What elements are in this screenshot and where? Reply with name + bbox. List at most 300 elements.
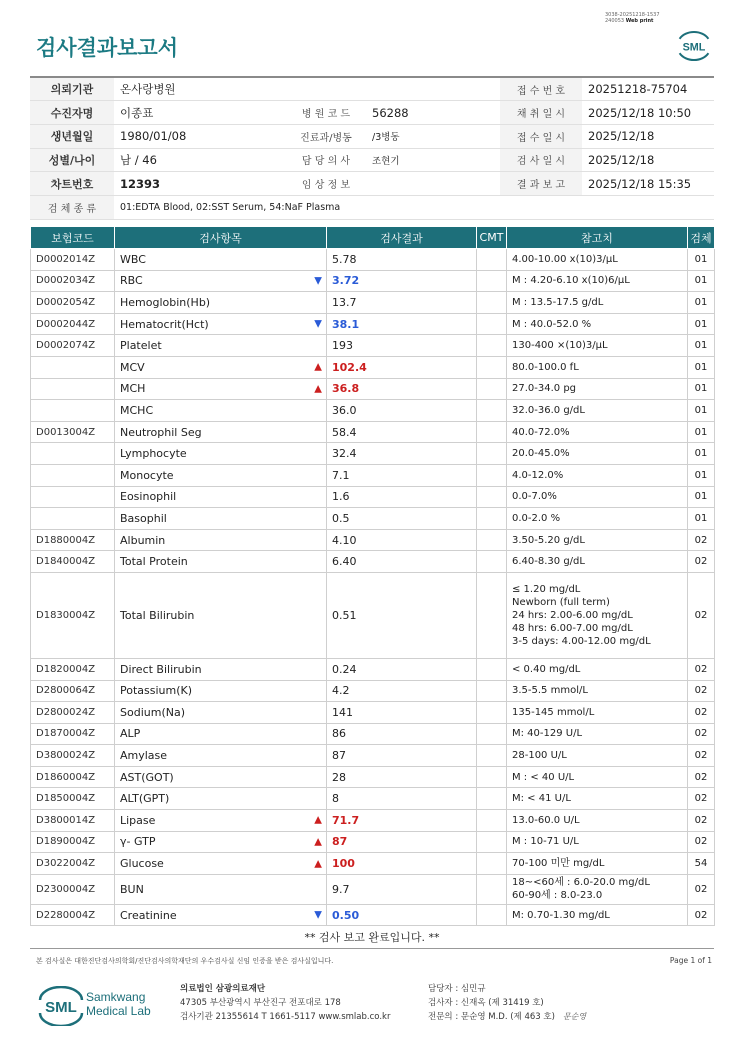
result-value: 71.7 [327, 810, 477, 832]
result-reference [507, 249, 688, 271]
reference-line: Newborn (full term) [512, 596, 610, 608]
certification-text: 본 검사실은 대한진단검사의학회/진단검사의학재단의 우수검사실 신임 인증을 받은 검사실입니다. [36, 957, 334, 965]
staff-manager: 담당자 : 심민규 [428, 984, 486, 994]
result-value: 36.0 [327, 400, 477, 422]
info-row [30, 172, 714, 196]
result-reference [507, 853, 688, 875]
info-row [30, 195, 714, 219]
info-row [30, 77, 714, 101]
result-row [31, 464, 715, 486]
result-code [31, 464, 115, 486]
value-receipt-date: 2025/12/18 [582, 124, 714, 148]
result-reference [507, 831, 688, 853]
result-value: 38.1 [327, 313, 477, 335]
result-item-label: Monocyte [120, 468, 174, 482]
high-flag-icon: ▲ [314, 814, 322, 826]
result-value: 7.1 [327, 464, 477, 486]
result-value: 4.10 [327, 529, 477, 551]
result-code: D0002054Z [31, 292, 115, 314]
result-cmt [477, 464, 507, 486]
result-item-label: ALT(GPT) [120, 792, 170, 806]
low-flag-icon: ▼ [314, 318, 322, 330]
result-row [31, 356, 715, 378]
result-specimen: 01 [688, 313, 715, 335]
result-specimen: 01 [688, 486, 715, 508]
result-item [115, 702, 327, 724]
result-specimen: 02 [688, 723, 715, 745]
result-specimen: 01 [688, 443, 715, 465]
result-cmt [477, 443, 507, 465]
result-code: D1850004Z [31, 788, 115, 810]
result-row [31, 723, 715, 745]
result-cmt [477, 810, 507, 832]
result-reference [507, 766, 688, 788]
result-item-label: Basophil [120, 511, 167, 525]
result-row [31, 658, 715, 680]
result-item-label: γ- GTP [120, 835, 156, 849]
label-birthdate: 생년월일 [30, 124, 114, 148]
result-value: 193 [327, 335, 477, 357]
result-item-label: Albumin [120, 533, 166, 547]
result-code: D0002034Z [31, 270, 115, 292]
result-item-label: WBC [120, 252, 146, 266]
result-specimen: 02 [688, 551, 715, 573]
results-table [30, 226, 715, 926]
result-value: 0.24 [327, 658, 477, 680]
result-specimen: 02 [688, 874, 715, 904]
result-code: D0002074Z [31, 335, 115, 357]
result-item-label: Total Protein [120, 555, 188, 569]
label-patient-name: 수진자명 [30, 101, 114, 125]
result-row [31, 745, 715, 767]
sml-logo-icon [676, 28, 712, 64]
value-birthdate: 1980/01/08 [114, 124, 286, 148]
result-row [31, 443, 715, 465]
result-row [31, 313, 715, 335]
result-specimen: 02 [688, 745, 715, 767]
page-number: Page 1 of 1 [669, 956, 712, 965]
label-specimen-type: 검 체 종 류 [30, 195, 114, 219]
print-id-line2: 240053 [605, 18, 625, 24]
result-row [31, 529, 715, 551]
result-row [31, 810, 715, 832]
reference-line: M : 10-71 U/L [512, 836, 579, 848]
col-header-cmt: CMT [477, 227, 507, 249]
result-reference [507, 270, 688, 292]
result-row [31, 788, 715, 810]
result-code: D0002014Z [31, 249, 115, 271]
print-id-line1: 3038-20251218-1537 [605, 12, 660, 18]
result-cmt [477, 551, 507, 573]
result-item-label: MCH [120, 382, 146, 396]
reference-line: M: 40-129 U/L [512, 728, 583, 740]
reference-line: 28-100 U/L [512, 750, 567, 762]
result-row [31, 680, 715, 702]
result-row [31, 292, 715, 314]
result-cmt [477, 766, 507, 788]
result-reference [507, 551, 688, 573]
result-code: D2280004Z [31, 904, 115, 926]
result-code: D1870004Z [31, 723, 115, 745]
result-value: 8 [327, 788, 477, 810]
label-hospital-code: 병 원 코 드 [286, 101, 366, 125]
result-code: D2300004Z [31, 874, 115, 904]
result-code: D0002044Z [31, 313, 115, 335]
reference-line: 4.00-10.00 x(10)3/μL [512, 253, 618, 265]
org-contact: 검사기관 21355614 T 1661-5117 www.smlab.co.kr [180, 1012, 391, 1022]
result-cmt [477, 270, 507, 292]
value-specimen-type: 01:EDTA Blood, 02:SST Serum, 54:NaF Plasma [114, 195, 714, 219]
result-reference [507, 702, 688, 724]
col-header-result: 검사결과 [327, 227, 477, 249]
col-header-code: 보험코드 [31, 227, 115, 249]
reference-line: 18~<60세 : 6.0-20.0 mg/dL [512, 877, 650, 889]
result-reference [507, 335, 688, 357]
footer-divider [30, 948, 714, 949]
label-receipt-no: 접 수 번 호 [500, 77, 582, 101]
result-value: 28 [327, 766, 477, 788]
result-item [115, 292, 327, 314]
result-code: D1880004Z [31, 529, 115, 551]
result-value: 3.72 [327, 270, 477, 292]
reference-line: 3-5 days: 4.00-12.00 mg/dL [512, 635, 651, 647]
result-item [115, 810, 327, 832]
org-address: 47305 부산광역시 부산진구 전포대로 178 [180, 998, 341, 1008]
result-value: 32.4 [327, 443, 477, 465]
result-specimen: 01 [688, 378, 715, 400]
result-code [31, 486, 115, 508]
low-flag-icon: ▼ [314, 275, 322, 287]
result-row [31, 831, 715, 853]
reference-line: 4.0-12.0% [512, 469, 564, 481]
org-name: 의료법인 삼광의료재단 [180, 984, 266, 994]
label-collection-time: 채 취 일 시 [500, 101, 582, 125]
result-code: D0013004Z [31, 421, 115, 443]
result-row [31, 766, 715, 788]
result-reference [507, 313, 688, 335]
info-row [30, 101, 714, 125]
result-reference [507, 874, 688, 904]
result-reference [507, 810, 688, 832]
result-item [115, 680, 327, 702]
label-report-time: 결 과 보 고 [500, 172, 582, 196]
reference-line: M: < 41 U/L [512, 793, 571, 805]
value-sex-age: 남 / 46 [114, 148, 286, 172]
reference-line: ≤ 1.20 mg/dL [512, 583, 581, 595]
result-item [115, 421, 327, 443]
reference-line: 80.0-100.0 fL [512, 361, 579, 373]
result-row [31, 508, 715, 530]
col-header-item: 검사항목 [115, 227, 327, 249]
result-item-label: Eosinophil [120, 490, 177, 504]
reference-line: 130-400 ×(10)3/μL [512, 340, 608, 352]
result-item-label: MCV [120, 360, 145, 374]
result-cmt [477, 313, 507, 335]
result-reference [507, 658, 688, 680]
result-code: D2800024Z [31, 702, 115, 724]
footer-staff [428, 982, 586, 1024]
result-reference [507, 904, 688, 926]
result-reference [507, 529, 688, 551]
value-clinical-info [366, 172, 500, 196]
result-reference [507, 572, 688, 658]
high-flag-icon: ▲ [314, 858, 322, 870]
result-row [31, 486, 715, 508]
reference-line: M : < 40 U/L [512, 771, 575, 783]
result-cmt [477, 249, 507, 271]
result-cmt [477, 421, 507, 443]
result-item [115, 378, 327, 400]
result-code: D3800024Z [31, 745, 115, 767]
result-item [115, 529, 327, 551]
value-chart-no: 12393 [114, 172, 286, 196]
result-cmt [477, 529, 507, 551]
result-cmt [477, 680, 507, 702]
result-reference [507, 486, 688, 508]
reference-line: 3.5-5.5 mmol/L [512, 685, 588, 697]
result-item [115, 551, 327, 573]
result-code: D1820004Z [31, 658, 115, 680]
result-reference [507, 400, 688, 422]
print-id [605, 12, 660, 24]
result-code [31, 378, 115, 400]
result-row [31, 421, 715, 443]
result-row [31, 572, 715, 658]
result-specimen: 02 [688, 702, 715, 724]
reference-line: M: 0.70-1.30 mg/dL [512, 909, 610, 921]
result-value: 36.8 [327, 378, 477, 400]
result-specimen: 01 [688, 464, 715, 486]
result-specimen: 01 [688, 421, 715, 443]
result-item-label: BUN [120, 882, 144, 896]
reference-line: 48 hrs: 6.00-7.00 mg/dL [512, 622, 633, 634]
sml-footer-logo-icon [36, 986, 86, 1026]
sml-footer-logo-text: SML [45, 999, 77, 1016]
result-row [31, 904, 715, 926]
result-item-label: Hemoglobin(Hb) [120, 295, 211, 309]
result-cmt [477, 658, 507, 680]
specialist-signature: 문순영 [562, 1012, 587, 1021]
result-cmt [477, 723, 507, 745]
print-id-web: Web print [625, 18, 654, 24]
reference-line: 20.0-45.0% [512, 448, 570, 460]
result-value: 6.40 [327, 551, 477, 573]
reference-line: 24 hrs: 2.00-6.00 mg/dL [512, 609, 633, 621]
result-item [115, 356, 327, 378]
result-item-label: AST(GOT) [120, 770, 174, 784]
result-specimen: 02 [688, 766, 715, 788]
result-cmt [477, 745, 507, 767]
result-row [31, 702, 715, 724]
result-reference [507, 292, 688, 314]
result-value: 87 [327, 831, 477, 853]
result-cmt [477, 853, 507, 875]
result-value: 5.78 [327, 249, 477, 271]
result-value: 9.7 [327, 874, 477, 904]
value-doctor: 조현기 [366, 148, 500, 172]
result-code [31, 508, 115, 530]
footer-brand [86, 990, 151, 1018]
result-item-label: Total Bilirubin [120, 608, 195, 622]
result-item-label: RBC [120, 274, 143, 288]
result-specimen: 02 [688, 831, 715, 853]
result-value: 100 [327, 853, 477, 875]
result-code: D1890004Z [31, 831, 115, 853]
reference-line: 13.0-60.0 U/L [512, 814, 580, 826]
result-reference [507, 421, 688, 443]
result-reference [507, 464, 688, 486]
value-test-date: 2025/12/18 [582, 148, 714, 172]
result-cmt [477, 508, 507, 530]
result-reference [507, 356, 688, 378]
result-value: 87 [327, 745, 477, 767]
reference-line: 70-100 미만 mg/dL [512, 858, 605, 870]
value-department: /3병동 [366, 124, 500, 148]
result-specimen: 02 [688, 810, 715, 832]
result-code: D1840004Z [31, 551, 115, 573]
result-item [115, 874, 327, 904]
result-value: 102.4 [327, 356, 477, 378]
reference-line: 0.0-2.0 % [512, 512, 561, 524]
result-item [115, 723, 327, 745]
result-cmt [477, 400, 507, 422]
result-item [115, 766, 327, 788]
label-sex-age: 성별/나이 [30, 148, 114, 172]
result-row [31, 400, 715, 422]
results-header-row [31, 227, 715, 249]
result-specimen: 02 [688, 680, 715, 702]
brand-line1: Samkwang [86, 990, 146, 1004]
result-reference [507, 443, 688, 465]
result-reference [507, 788, 688, 810]
result-row [31, 874, 715, 904]
result-cmt [477, 874, 507, 904]
result-code: D1860004Z [31, 766, 115, 788]
col-header-specimen: 검체 [688, 227, 715, 249]
result-row [31, 249, 715, 271]
result-specimen: 01 [688, 356, 715, 378]
label-doctor: 담 당 의 사 [286, 148, 366, 172]
page-title: 검사결과보고서 [36, 36, 179, 60]
result-reference [507, 745, 688, 767]
result-reference [507, 680, 688, 702]
result-item [115, 508, 327, 530]
reference-line: 6.40-8.30 g/dL [512, 556, 585, 568]
reference-line: 0.0-7.0% [512, 491, 557, 503]
result-row [31, 270, 715, 292]
result-value: 86 [327, 723, 477, 745]
result-value: 141 [327, 702, 477, 724]
result-item [115, 249, 327, 271]
result-item [115, 486, 327, 508]
result-item-label: Lymphocyte [120, 447, 187, 461]
brand-line2: Medical Lab [86, 1004, 151, 1018]
result-item [115, 788, 327, 810]
result-cmt [477, 486, 507, 508]
result-code [31, 356, 115, 378]
label-test-date: 검 사 일 시 [500, 148, 582, 172]
label-chart-no: 차트번호 [30, 172, 114, 196]
result-cmt [477, 335, 507, 357]
result-cmt [477, 831, 507, 853]
reference-line: < 0.40 mg/dL [512, 663, 581, 675]
result-code: D2800064Z [31, 680, 115, 702]
patient-info-table [30, 76, 714, 220]
result-item [115, 313, 327, 335]
staff-specialist: 전문의 : 문순영 M.D. (제 463 호) [428, 1012, 555, 1022]
reference-line: 27.0-34.0 pg [512, 383, 577, 395]
result-item-label: Potassium(K) [120, 684, 193, 698]
result-item [115, 572, 327, 658]
result-cmt [477, 572, 507, 658]
result-item-label: Glucose [120, 857, 164, 871]
result-specimen: 02 [688, 788, 715, 810]
result-item-label: Neutrophil Seg [120, 425, 202, 439]
result-reference [507, 508, 688, 530]
label-department: 진료과/병동 [286, 124, 366, 148]
reference-line: 40.0-72.0% [512, 426, 570, 438]
result-row [31, 378, 715, 400]
result-value: 0.50 [327, 904, 477, 926]
result-specimen: 01 [688, 270, 715, 292]
result-specimen: 01 [688, 400, 715, 422]
value-patient-name: 이종표 [114, 101, 286, 125]
result-item [115, 400, 327, 422]
high-flag-icon: ▲ [314, 836, 322, 848]
result-item-label: Creatinine [120, 908, 177, 922]
result-item [115, 335, 327, 357]
result-item [115, 658, 327, 680]
col-header-ref: 참고치 [507, 227, 688, 249]
value-receipt-no: 20251218-75704 [582, 77, 714, 101]
result-item-label: Lipase [120, 813, 156, 827]
result-specimen: 01 [688, 508, 715, 530]
value-requester: 온사랑병원 [114, 77, 500, 101]
info-row [30, 148, 714, 172]
reference-line: 3.50-5.20 g/dL [512, 534, 585, 546]
result-reference [507, 723, 688, 745]
result-item-label: Amylase [120, 749, 168, 763]
result-item [115, 745, 327, 767]
result-specimen: 02 [688, 529, 715, 551]
result-value: 13.7 [327, 292, 477, 314]
reference-line: 60-90세 : 8.0-23.0 [512, 890, 603, 902]
reference-line: M : 40.0-52.0 % [512, 318, 592, 330]
result-cmt [477, 904, 507, 926]
result-item [115, 270, 327, 292]
value-collection-time: 2025/12/18 10:50 [582, 101, 714, 125]
reference-line: M : 4.20-6.10 x(10)6/μL [512, 275, 630, 287]
result-value: 0.5 [327, 508, 477, 530]
result-row [31, 335, 715, 357]
result-cmt [477, 378, 507, 400]
value-hospital-code: 56288 [366, 101, 500, 125]
result-code: D3022004Z [31, 853, 115, 875]
result-item [115, 464, 327, 486]
footer-org [180, 982, 390, 1024]
result-item-label: MCHC [120, 403, 154, 417]
result-code: D3800014Z [31, 810, 115, 832]
result-row [31, 551, 715, 573]
result-value: 58.4 [327, 421, 477, 443]
result-cmt [477, 292, 507, 314]
result-item [115, 443, 327, 465]
results-body [31, 249, 715, 926]
result-specimen: 01 [688, 292, 715, 314]
result-item-label: ALP [120, 727, 141, 741]
result-item-label: Direct Bilirubin [120, 662, 202, 676]
result-code [31, 443, 115, 465]
